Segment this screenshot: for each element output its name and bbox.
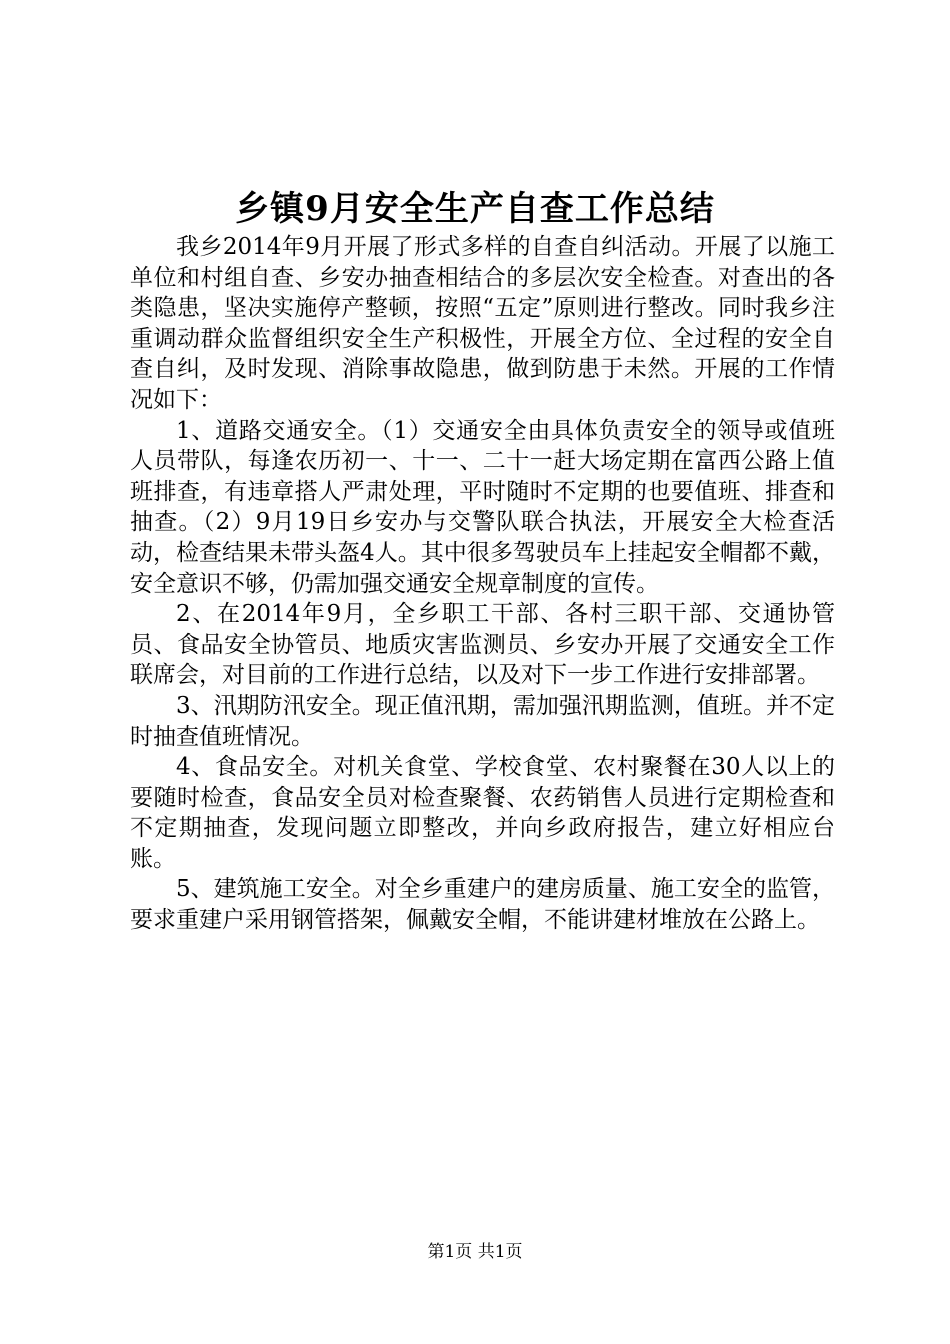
page-title: 乡镇9月安全生产自查工作总结 <box>235 189 715 229</box>
paragraph-flood-safety: 3、汛期防汛安全。现正值汛期，需加强汛期监测，值班。并不定时抽查值班情况。 <box>130 692 835 750</box>
intro-paragraph: 我乡2014年9月开展了形式多样的自查自纠活动。开展了以施工单位和村组自查、乡安办抽查相结合的多层次安全检查。对查出的各类隐患，坚决实施停产整顿，按照“五定”原则进行整改。同时我乡注重调动群众监督组织安全生产积极性，开展全方位、全过程的安全自查自纠，及时发现、消除事故隐患，做到防患于未然。开展的工作情况如下： <box>130 234 835 413</box>
page-footer: 第1页 共1页 <box>427 1242 523 1262</box>
document-body <box>130 232 835 936</box>
paragraph-food-safety: 4、食品安全。对机关食堂、学校食堂、农村聚餐在30人以上的要随时检查，食品安全员对检查聚餐、农药销售人员进行定期检查和不定期抽查，发现问题立即整改，并向乡政府报告，建立好相应台账。 <box>130 754 835 872</box>
paragraph-joint-meeting: 2、在2014年9月，全乡职工干部、各村三职干部、交通协管员、食品安全协管员、地质灾害监测员、乡安办开展了交通安全工作联席会，对目前的工作进行总结，以及对下一步工作进行安排部署。 <box>130 601 835 689</box>
paragraph-road-traffic-safety: 1、道路交通安全。（1）交通安全由具体负责安全的领导或值班人员带队，每逢农历初一、十一、二十一赶大场定期在富西公路上值班排查，有违章搭人严肃处理，平时随时不定期的也要值班、排查和抽查。（2）9月19日乡安办与交警队联合执法，开展安全大检查活动，检查结果未带头盔4人。其中很多驾驶员车上挂起安全帽都不戴，安全意识不够，仍需加强交通安全规章制度的宣传。 <box>130 417 835 597</box>
paragraph-construction-safety: 5、建筑施工安全。对全乡重建户的建房质量、施工安全的监管，要求重建户采用钢管搭架，佩戴安全帽，不能讲建材堆放在公路上。 <box>130 876 835 934</box>
